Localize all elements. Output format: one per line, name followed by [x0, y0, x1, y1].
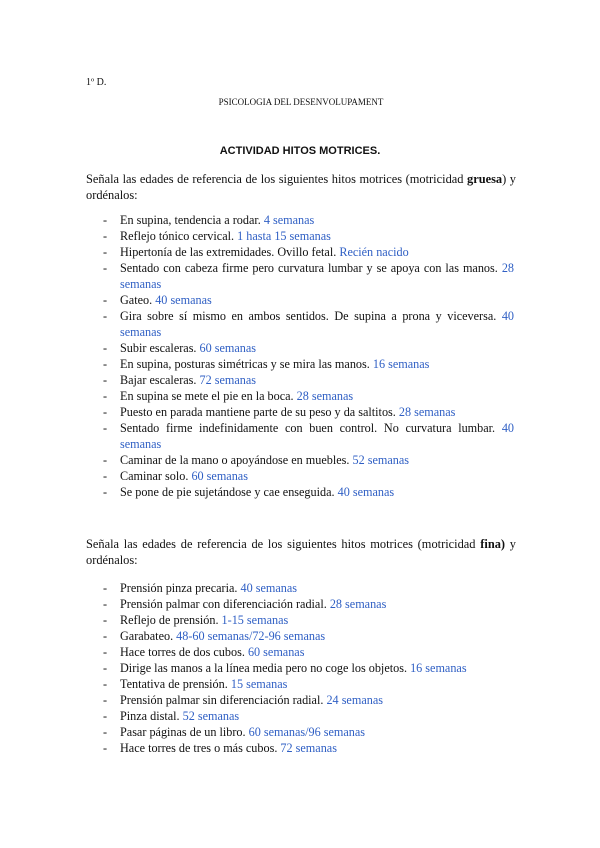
answer: 1-15 semanas [221, 613, 289, 627]
bullet-dash: - [103, 245, 108, 259]
intro-text-end: ) y ordénalos: [86, 172, 516, 202]
bullet-dash: - [103, 661, 108, 675]
list-item: - Caminar solo. 60 semanas [103, 469, 248, 483]
list-item: - En supina, posturas simétricas y se mira las manos. 16 semanas [103, 357, 430, 371]
fine-motor-list [0, 580, 514, 756]
list-item: - Sentado firme indefinidamente con buen control. No curvatura lumbar. 40 semanas [103, 421, 514, 451]
bullet-dash: - [103, 629, 108, 643]
gross-motor-list [0, 212, 514, 500]
bullet-dash: - [103, 421, 108, 435]
answer: 28 semanas [398, 405, 456, 419]
section-gross-intro [86, 171, 516, 203]
list-item: - Se pone de pie sujetándose y cae enseguida. 40 semanas [103, 485, 395, 499]
list-item: - Caminar de la mano o apoyándose en muebles. 52 semanas [103, 453, 410, 467]
list-item: - Subir escaleras. 60 semanas [103, 341, 257, 355]
page-title: ACTIVIDAD HITOS MOTRICES. [219, 145, 381, 157]
list-item: - En supina se mete el pie en la boca. 28 semanas [103, 389, 354, 403]
subject-text: PSICOLOGIA DEL DESENVOLUPAMENT [218, 97, 384, 107]
answer: 28 semanas [296, 389, 354, 403]
answer: 24 semanas [326, 693, 383, 707]
answer: 60 semanas [199, 341, 257, 355]
answer: 40 semanas [120, 421, 514, 451]
list-item: - Gateo. 40 semanas [103, 293, 212, 307]
intro-bold: fina) [480, 537, 506, 551]
bullet-dash: - [103, 389, 108, 403]
list-item: - Pinza distal. 52 semanas [103, 709, 240, 723]
answer: 28 semanas [329, 597, 387, 611]
answer: 40 semanas [240, 581, 298, 595]
intro-bold: gruesa [467, 172, 503, 186]
answer: 40 semanas [337, 485, 395, 499]
list-item: - Puesto en parada mantiene parte de su peso y da saltitos. 28 semanas [103, 405, 456, 419]
bullet-dash: - [103, 213, 108, 227]
answer: 15 semanas [230, 677, 288, 691]
bullet-dash: - [103, 309, 108, 323]
bullet-dash: - [103, 677, 108, 691]
bullet-dash: - [103, 453, 108, 467]
list-item: - Hace torres de dos cubos. 60 semanas [103, 645, 305, 659]
list-item: - Prensión palmar con diferenciación radial. 28 semanas [103, 597, 387, 611]
bullet-dash: - [103, 229, 108, 243]
section-fine-intro [86, 536, 516, 568]
course-label: 1º D. [86, 77, 107, 88]
list-item: - Sentado con cabeza firme pero curvatura lumbar y se apoya con las manos. 28 semanas [103, 261, 514, 291]
answer: 52 semanas [182, 709, 240, 723]
bullet-dash: - [103, 261, 108, 275]
bullet-dash: - [103, 613, 108, 627]
bullet-dash: - [103, 357, 108, 371]
bullet-dash: - [103, 373, 108, 387]
answer: 60 semanas [247, 645, 305, 659]
list-item: - Reflejo de prensión. 1-15 semanas [103, 613, 289, 627]
list-item: - Bajar escaleras. 72 semanas [103, 373, 257, 387]
list-item: - Tentativa de prensión. 15 semanas [103, 677, 288, 691]
answer: 72 semanas [199, 373, 257, 387]
intro-text: Señala las edades de referencia de los siguientes hitos motrices (motricidad [86, 537, 481, 551]
list-item: - Garabateo. 48-60 semanas/72-96 semanas [103, 629, 326, 643]
bullet-dash: - [103, 405, 108, 419]
intro-text-end: y ordénalos: [86, 537, 516, 567]
bullet-dash: - [103, 741, 108, 755]
answer: 60 semanas/96 semanas [248, 725, 366, 739]
bullet-dash: - [103, 693, 108, 707]
answer: Recién nacido [339, 245, 409, 259]
list-item: - Hace torres de tres o más cubos. 72 semanas [103, 741, 337, 755]
bullet-dash: - [103, 645, 108, 659]
bullet-dash: - [103, 709, 108, 723]
list-item: - En supina, tendencia a rodar. 4 semanas [103, 213, 315, 227]
intro-text: Señala las edades de referencia de los siguientes hitos motrices (motricidad [86, 172, 468, 186]
bullet-dash: - [103, 485, 108, 499]
list-item: - Dirige las manos a la línea media pero no coge los objetos. 16 semanas [103, 661, 467, 675]
answer: 40 semanas [155, 293, 212, 307]
bullet-dash: - [103, 293, 108, 307]
answer: 4 semanas [263, 213, 315, 227]
answer: 16 semanas [372, 357, 430, 371]
bullet-dash: - [103, 725, 108, 739]
subject-heading [0, 97, 600, 107]
list-item: - Hipertonía de las extremidades. Ovillo fetal. Recién nacido [103, 245, 409, 259]
answer: 72 semanas [280, 741, 337, 755]
list-item: - Prensión palmar sin diferenciación radial. 24 semanas [103, 693, 383, 707]
answer: 48-60 semanas/72-96 semanas [176, 629, 326, 643]
answer: 40 semanas [120, 309, 514, 339]
bullet-dash: - [103, 469, 108, 483]
list-item: - Gira sobre sí mismo en ambos sentidos. De supina a prona y viceversa. 40 semanas [103, 309, 514, 339]
answer: 52 semanas [352, 453, 410, 467]
list-item: - Pasar páginas de un libro. 60 semanas/96 semanas [103, 725, 366, 739]
answer: 1 hasta 15 semanas [237, 229, 331, 243]
answer: 60 semanas [191, 469, 248, 483]
answer: 16 semanas [410, 661, 467, 675]
list-item: - Prensión pinza precaria. 40 semanas [103, 581, 298, 595]
answer: 28 semanas [120, 261, 514, 291]
bullet-dash: - [103, 597, 108, 611]
bullet-dash: - [103, 341, 108, 355]
bullet-dash: - [103, 581, 108, 595]
list-item: - Reflejo tónico cervical. 1 hasta 15 semanas [103, 229, 331, 243]
